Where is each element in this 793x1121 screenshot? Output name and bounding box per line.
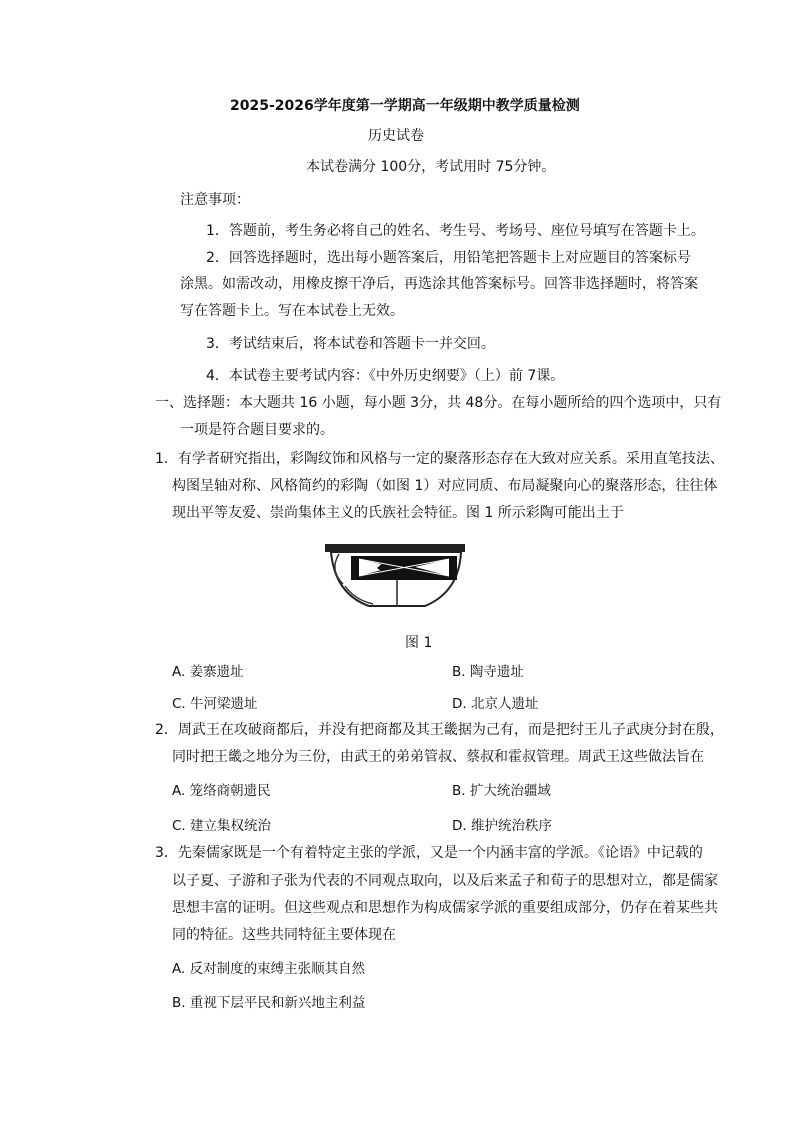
painted-pottery-drawing [325,540,467,612]
q3-option-a[interactable]: A. 反对制度的束缚主张顺其自然 [172,961,366,977]
score-time-info: 本试卷满分 100分，考试用时 75分钟。 [306,159,556,175]
painted-pottery-figure [325,540,467,612]
q1-option-b[interactable]: B. 陶寺遗址 [452,664,524,680]
section-1-line-2: 一项是符合题目要求的。 [180,422,334,438]
q2-option-c[interactable]: C. 建立集权统治 [172,818,272,834]
q2-option-a[interactable]: A. 笼络商朝遗民 [172,783,271,799]
section-1-line-1: 一、选择题：本大题共 16 小题，每小题 3分，共 48分。在每小题所给的四个选项中，只有 [155,395,722,411]
q3-option-b[interactable]: B. 重视下层平民和新兴地主利益 [172,995,366,1011]
q1-option-a[interactable]: A. 姜寨遗址 [172,664,244,680]
notice-item-2-line-2: 涂黑。如需改动，用橡皮擦干净后，再选涂其他答案标号。回答非选择题时，将答案 [180,276,698,292]
notice-item-4: 4．本试卷主要考试内容：《中外历史纲要》（上）前 7课。 [206,368,565,384]
q2-option-d[interactable]: D. 维护统治秩序 [452,818,552,834]
q3-line-1: 3．先秦儒家既是一个有着特定主张的学派，又是一个内涵丰富的学派。《论语》中记载的 [155,845,703,861]
q1-line-3: 现出平等友爱、崇尚集体主义的氏族社会特征。图 1 所示彩陶可能出土于 [172,505,624,521]
q3-line-2: 以子夏、子游和子张为代表的不同观点取向，以及后来孟子和荀子的思想对立，都是儒家 [172,873,718,889]
notice-item-3: 3．考试结束后，将本试卷和答题卡一并交回。 [206,336,495,352]
notice-item-2-line-3: 写在答题卡上。写在本试卷上无效。 [180,303,404,319]
figure-1-caption: 图 1 [405,635,433,651]
q3-line-4: 同的特征。这些共同特征主要体现在 [172,927,396,943]
q2-line-1: 2．周武王在攻破商都后，并没有把商都及其王畿据为己有，而是把纣王儿子武庚分封在殷， [155,722,724,738]
q1-line-1: 1．有学者研究指出，彩陶纹饰和风格与一定的聚落形态存在大致对应关系。采用直笔技法、 [155,451,724,467]
q2-line-2: 同时把王畿之地分为三份，由武王的弟弟管叔、蔡叔和霍叔管理。周武王这些做法旨在 [172,749,704,765]
notice-item-1: 1．答题前，考生务必将自己的姓名、考生号、考场号、座位号填写在答题卡上。 [206,223,705,239]
exam-title: 2025-2026学年度第一学期高一年级期中教学质量检测 [230,98,580,114]
q3-line-3: 思想丰富的证明。但这些观点和思想作为构成儒家学派的重要组成部分，仍存在着某些共 [172,900,718,916]
notice-heading: 注意事项： [180,192,250,208]
subject-title: 历史试卷 [368,128,424,144]
notice-item-2-line-1: 2．回答选择题时，选出每小题答案后，用铅笔把答题卡上对应题目的答案标号 [206,250,691,266]
q1-line-2: 构图呈轴对称、风格简约的彩陶（如图 1）对应同质、布局凝聚向心的聚落形态，往往体 [172,478,718,494]
q1-option-d[interactable]: D. 北京人遗址 [452,696,539,712]
q2-option-b[interactable]: B. 扩大统治疆域 [452,783,551,799]
q1-option-c[interactable]: C. 牛河梁遗址 [172,696,258,712]
